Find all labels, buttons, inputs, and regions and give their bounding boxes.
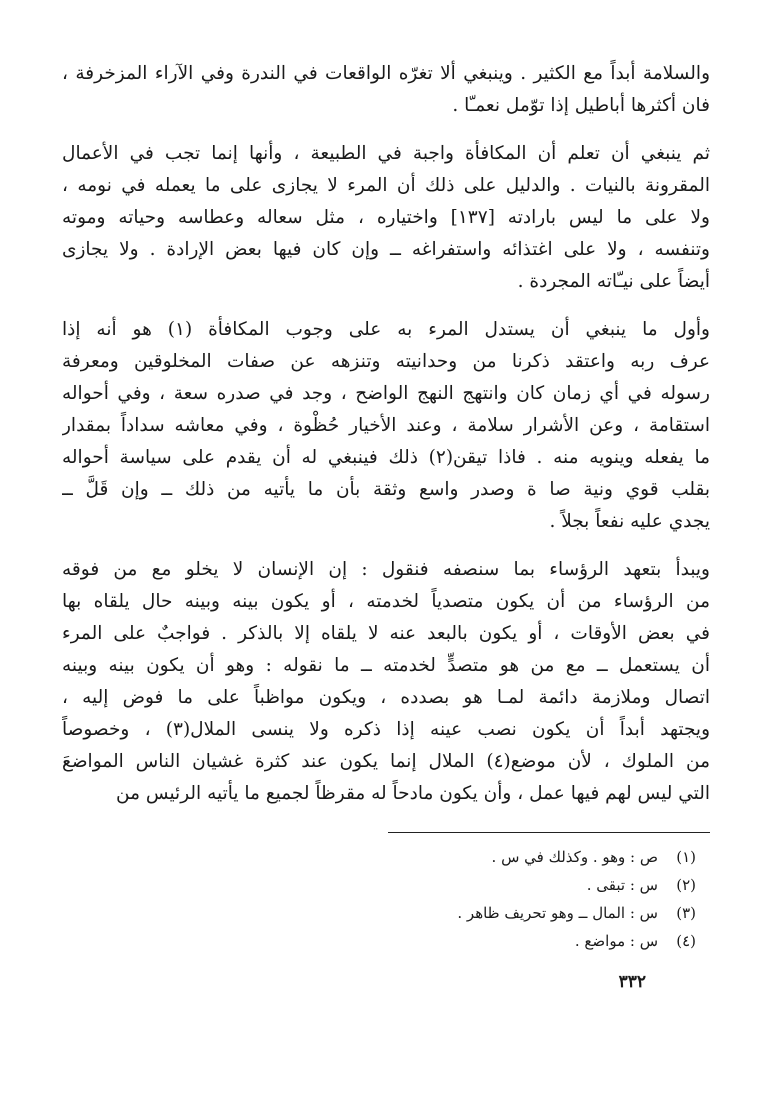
footnote-text: س : تبقى . (586, 876, 658, 894)
text-line: عرف ربه واعتقد ذكرنا من وحدانيته وتنزهه عن صفات المخلوقين ومعرفة (62, 351, 710, 372)
text-line: وتنفسه ، ولا على اغتذائه واستفراغه ــ وإن كان فيها بعض الإرادة . ولا يجازى (62, 239, 710, 260)
footnote-number: (٢) (676, 876, 696, 894)
footnote-text: س : المال ــ وهو تحريف ظاهر . (457, 904, 658, 922)
text-line: رسوله في أي زمان كان وانتهج النهج الواضح ، وجد في صدره سعة ، وفي أحواله (62, 383, 710, 404)
footnote-number: (٤) (676, 932, 696, 950)
footnote (62, 899, 710, 927)
text-line: فان أكثرها أباطيل إذا توّمل نعمـّا . (452, 95, 710, 116)
text-line: ولا على ما ليس بارادته [١٣٧] واختياره ، مثل سعاله وعطاسه وحياته وموته (62, 207, 710, 228)
text-line: التي ليس لهم فيها عمل ، وأن يكون مادحاً له مقرظاً لجميع ما يأتيه الرئيس من (116, 783, 710, 804)
text-line: بقلب قوي ونية صا ة وصدر واسع وثقة بأن ما يأتيه من ذلك ــ وإن قَلَّ ــ (62, 479, 710, 500)
paragraph (62, 138, 710, 298)
text-line: من الملوك ، لأن موضع(٤) الملال إنما يكون عند كثرة غشيان الناس المواضعَ (62, 751, 710, 772)
text-line: أيضاً على نيـّاته المجردة . (517, 271, 710, 292)
text-line: في بعض الأوقات ، أو يكون بالبعد عنه لا يلقاه إلا بالذكر . فواجبٌ على المرء (62, 623, 710, 644)
footnote-text: ص : وهو . وكذلك في س . (491, 848, 658, 866)
text-line: والسلامة أبداً مع الكثير . وينبغي ألا تغرّه الواقعات في الندرة وفي الآراء المزخرفة ، (62, 63, 710, 84)
footnote-number: (٣) (676, 904, 696, 922)
paragraph (62, 554, 710, 810)
text-line: ويجتهد أبداً أن يكون نصب عينه إذا ذكره ولا ينسى الملال(٣) ، وخصوصاً (62, 719, 710, 740)
text-line: من الرؤساء من أن يكون متصدياً لخدمته ، أو يكون بينه وبينه حال يلقاه بها (62, 591, 710, 612)
paragraph (62, 314, 710, 538)
footnote (62, 871, 710, 899)
footnote (62, 843, 710, 871)
body-text (62, 58, 710, 810)
text-line: المقرونة بالنيات . والدليل على ذلك أن المرء لا يجازى على ما يعمله في نومه ، (62, 175, 710, 196)
footnote-text: س : مواضع . (574, 932, 658, 950)
page-number: ٣٣٢ (618, 972, 646, 992)
text-line: ويبدأ بتعهد الرؤساء بما سنصفه فنقول : إن الإنسان لا يخلو مع من فوقه (62, 559, 710, 580)
text-line: يجدي عليه نفعاً بجلاً . (549, 511, 710, 532)
text-line: ثم ينبغي أن تعلم أن المكافأة واجبة في الطبيعة ، وأنها إنما تجب في الأعمال (62, 143, 710, 164)
text-line: وأول ما ينبغي أن يستدل المرء به على وجوب المكافأة (١) هو أنه إذا (62, 319, 710, 340)
paragraph (62, 58, 710, 122)
text-line: اتصال وملازمة دائمة لمـا هو بصدده ، ويكون مواظباً على ما فوض إليه ، (62, 687, 710, 708)
footnotes (62, 843, 710, 955)
footnote-number: (١) (676, 848, 696, 866)
text-line: أن يستعمل ــ مع من هو متصدٍّ لخدمته ــ ما نقوله : وهو أن يكون بينه وبينه (62, 655, 710, 676)
text-line: ما يفعله وينويه منه . فاذا تيقن(٢) ذلك فينبغي له أن يقدم على سياسة أحواله (62, 447, 710, 468)
footnote-separator (388, 832, 710, 833)
footnote (62, 927, 710, 955)
text-line: استقامة ، وعن الأشرار سلامة ، وعند الأخيار حُظْوة ، وفي معاشه سداداً بمقدار (62, 415, 710, 436)
